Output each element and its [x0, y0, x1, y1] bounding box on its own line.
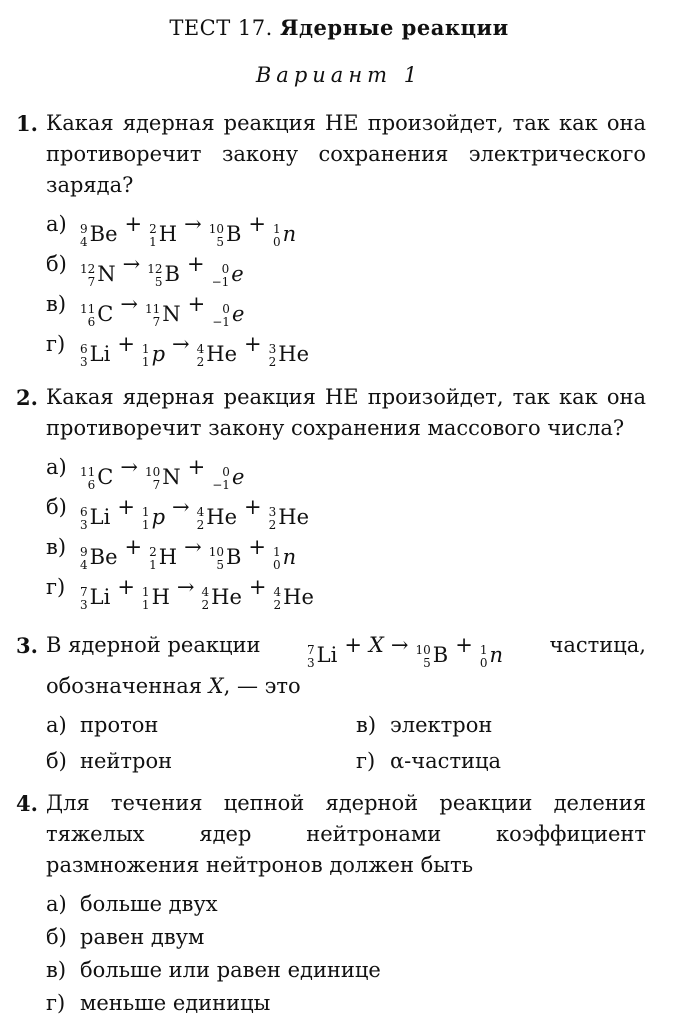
nuclide [149, 542, 177, 573]
element-symbol: He [278, 504, 310, 529]
nuclide-indices [269, 343, 277, 369]
option-formula [80, 249, 244, 290]
mass-number: 2 [149, 222, 157, 236]
answer-options [46, 452, 646, 612]
option-letter: г) [46, 991, 66, 1015]
nuclide-indices [149, 223, 157, 249]
answer-option [46, 922, 646, 955]
nuclide [80, 219, 118, 250]
option-letter: а) [46, 455, 67, 479]
mass-number: 1 [141, 585, 150, 599]
element-symbol: e [231, 464, 245, 489]
nuclide-indices [269, 506, 277, 532]
answer-options [46, 889, 646, 1021]
page-title [0, 12, 678, 44]
nuclide-indices [273, 546, 281, 572]
option-letter: в) [46, 958, 67, 982]
nuclide [273, 542, 296, 573]
element-symbol: n [282, 221, 297, 246]
mass-number: 4 [273, 585, 282, 599]
mass-number: 9 [80, 222, 88, 236]
nuclide [80, 502, 110, 533]
mass-number: 1 [141, 342, 150, 356]
mass-number: 10 [208, 545, 224, 559]
particle-x: X [208, 673, 224, 698]
element-symbol: N [162, 464, 181, 489]
charge-number: 7 [152, 315, 161, 329]
reaction-operator: + [344, 633, 362, 657]
option-formula [80, 452, 244, 493]
nuclide [80, 582, 110, 613]
answer-option [46, 746, 356, 778]
option-text: протон [80, 712, 159, 737]
option-text: меньше единицы [80, 991, 271, 1015]
element-symbol: H [158, 544, 178, 569]
option-text: больше или равен единице [80, 958, 381, 982]
nuclide [273, 219, 296, 250]
reaction-operator: → [184, 212, 202, 236]
nuclide [149, 219, 177, 250]
option-letter: г) [356, 748, 376, 773]
reaction-operator: + [124, 212, 143, 236]
charge-number: 7 [87, 275, 96, 289]
option-letter: б) [46, 252, 67, 276]
question-text-part: обозначенная [46, 673, 209, 698]
charge-number: −1 [212, 315, 230, 329]
reaction-operator: → [172, 495, 190, 519]
nuclide [80, 462, 113, 493]
nuclide-indices [80, 586, 88, 612]
nuclide [212, 462, 244, 493]
charge-number: 5 [216, 558, 224, 572]
nuclide [209, 542, 242, 573]
answer-option [46, 329, 646, 369]
variant-label: Вариант 1 [255, 63, 423, 87]
nuclide-indices [209, 546, 224, 572]
element-symbol: Li [89, 504, 111, 529]
nuclide [145, 299, 181, 330]
reaction-operator: + [248, 575, 267, 599]
answer-options [46, 209, 646, 369]
mass-number: 12 [80, 262, 96, 276]
element-symbol: He [206, 504, 238, 529]
nuclide-indices [307, 644, 315, 670]
mass-number: 3 [268, 342, 277, 356]
question-text: Для течения цепной ядерной реакции деления тяжелых ядер нейтронами коэффициент размножения нейтронов должен быть [46, 791, 646, 877]
element-symbol: n [489, 642, 503, 667]
reaction-operator: + [187, 292, 206, 316]
nuclide-indices [480, 644, 488, 670]
answer-option [46, 289, 646, 329]
answer-option [46, 249, 646, 289]
charge-number: 1 [149, 235, 157, 249]
question-text: Какая ядерная реакция НЕ произойдет, так как она противоречит закону сохранения электрического заряда? [46, 111, 646, 197]
reaction-operator: → [122, 252, 141, 276]
charge-number: 5 [423, 656, 431, 670]
title-name: Ядерные реакции [280, 15, 509, 40]
nuclide-indices [142, 506, 150, 532]
charge-number: 7 [152, 478, 161, 492]
reaction-operator: + [187, 455, 206, 479]
element-symbol: p [151, 341, 166, 366]
element-symbol: He [211, 584, 242, 609]
question-text-part: , — это [223, 673, 301, 698]
answer-option [46, 955, 646, 988]
option-letter: г) [46, 332, 66, 356]
mass-number: 0 [222, 465, 230, 479]
reaction-operator: + [186, 252, 205, 276]
element-symbol: N [97, 261, 116, 286]
element-symbol: Be [89, 544, 118, 569]
mass-number: 6 [80, 505, 88, 519]
element-symbol: e [231, 261, 244, 286]
mass-number: 4 [196, 342, 205, 356]
element-symbol: Be [89, 221, 118, 246]
answer-option [46, 532, 646, 572]
nuclide [145, 462, 181, 493]
nuclide [307, 640, 337, 671]
nuclide-indices [415, 644, 430, 670]
charge-number: 0 [479, 656, 488, 670]
element-symbol: B [225, 544, 242, 569]
reaction-operator: + [124, 535, 143, 559]
nuclide [197, 339, 237, 370]
option-letter: а) [46, 892, 67, 916]
nuclide-indices [197, 343, 205, 369]
nuclide-indices [80, 223, 88, 249]
option-letter: г) [46, 575, 66, 599]
reaction-operator: + [248, 212, 267, 236]
mass-number: 2 [149, 545, 157, 559]
nuclide [147, 259, 180, 290]
nuclide [415, 640, 448, 671]
question-text: Какая ядерная реакция НЕ произойдет, так как она противоречит закону сохранения массового числа? [46, 385, 646, 440]
option-letter: а) [46, 712, 67, 737]
option-text: равен двум [80, 925, 205, 949]
nuclide-indices [197, 506, 205, 532]
element-symbol: p [151, 504, 166, 529]
answer-option [46, 209, 646, 249]
charge-number: 2 [268, 355, 277, 369]
mass-number: 1 [141, 505, 150, 519]
nuclide [202, 582, 242, 613]
option-letter: б) [46, 925, 67, 949]
nuclide [80, 259, 116, 290]
element-symbol: C [97, 301, 114, 326]
nuclide-indices [145, 303, 160, 329]
option-letter: б) [46, 748, 67, 773]
reaction-operator: + [244, 495, 262, 519]
mass-number: 0 [221, 262, 230, 276]
nuclide-indices [202, 586, 210, 612]
nuclide-indices [212, 466, 230, 492]
nuclide [274, 582, 314, 613]
reaction-operator: → [390, 633, 409, 657]
mass-number: 10 [208, 222, 224, 236]
question-2 [16, 382, 646, 612]
reaction-operator: → [120, 455, 138, 479]
mass-number: 1 [479, 643, 488, 657]
reaction-operator: → [172, 332, 190, 356]
charge-number: 3 [80, 518, 88, 532]
element-symbol: He [206, 341, 238, 366]
nuclide-indices [80, 263, 95, 289]
option-text: больше двух [80, 892, 218, 916]
charge-number: 5 [216, 235, 224, 249]
charge-number: 5 [154, 275, 163, 289]
charge-number: 0 [273, 235, 281, 249]
nuclide [369, 630, 384, 661]
charge-number: 1 [141, 598, 150, 612]
mass-number: 9 [80, 545, 88, 559]
charge-number: 2 [196, 518, 205, 532]
element-symbol: C [97, 464, 114, 489]
element-symbol: B [432, 642, 449, 667]
question-number: 4. [16, 791, 38, 816]
element-symbol: Li [89, 584, 111, 609]
reaction-operator: → [176, 575, 195, 599]
option-formula [80, 572, 314, 613]
mass-number: 0 [222, 302, 230, 316]
charge-number: −1 [212, 478, 230, 492]
option-letter: б) [46, 495, 67, 519]
option-letter: в) [46, 292, 67, 316]
charge-number: 2 [196, 355, 205, 369]
element-symbol: X [368, 633, 384, 657]
element-symbol: e [231, 301, 245, 326]
charge-number: 1 [141, 355, 150, 369]
reaction-operator: + [455, 633, 473, 657]
charge-number: 6 [87, 315, 96, 329]
mass-number: 12 [147, 262, 163, 276]
mass-number: 7 [80, 585, 88, 599]
answer-option [46, 988, 646, 1021]
charge-number: 2 [201, 598, 210, 612]
element-symbol: B [225, 221, 242, 246]
element-symbol: He [278, 341, 310, 366]
charge-number: 6 [87, 478, 96, 492]
element-symbol: H [151, 584, 170, 609]
nuclide [142, 582, 170, 613]
option-text: α-частица [390, 748, 502, 773]
mass-number: 1 [273, 545, 281, 559]
mass-number: 4 [201, 585, 210, 599]
option-formula [80, 289, 244, 330]
charge-number: 1 [141, 518, 150, 532]
nuclide-indices [142, 343, 150, 369]
charge-number: 2 [268, 518, 277, 532]
answer-option [46, 572, 646, 612]
answer-option [46, 889, 646, 922]
question-number: 3. [16, 633, 38, 658]
mass-number: 6 [80, 342, 88, 356]
element-symbol: H [158, 221, 178, 246]
question-text-line-1 [46, 630, 646, 671]
option-formula [80, 532, 296, 573]
nuclide [269, 339, 309, 370]
nuclide [142, 502, 165, 533]
nuclide-indices [149, 546, 157, 572]
mass-number: 10 [415, 643, 431, 657]
nuclide-indices [273, 223, 281, 249]
charge-number: 3 [80, 598, 88, 612]
nuclide-indices [147, 263, 162, 289]
reaction-operator: + [117, 575, 135, 599]
mass-number: 4 [196, 505, 205, 519]
question-text-before: В ядерной реакции [46, 633, 261, 657]
title-prefix: ТЕСТ 17. [169, 16, 273, 40]
reaction-formula [307, 630, 503, 671]
option-letter: в) [46, 535, 67, 559]
nuclide-indices [212, 263, 230, 289]
reaction-operator: → [120, 292, 138, 316]
answer-option [46, 492, 646, 532]
mass-number: 11 [80, 465, 96, 479]
nuclide [212, 259, 244, 290]
option-formula [80, 209, 296, 250]
nuclide-indices [80, 506, 88, 532]
nuclide [80, 339, 110, 370]
charge-number: 4 [80, 235, 88, 249]
reaction-operator: + [117, 495, 135, 519]
nuclide-indices [80, 546, 88, 572]
mass-number: 11 [80, 302, 96, 316]
question-1 [16, 108, 646, 369]
nuclide [480, 640, 503, 671]
charge-number: −1 [211, 275, 230, 289]
charge-number: 0 [273, 558, 281, 572]
nuclide-indices [80, 343, 88, 369]
nuclide [80, 299, 113, 330]
nuclide-indices [209, 223, 224, 249]
charge-number: 3 [80, 355, 88, 369]
question-number: 2. [16, 385, 38, 410]
nuclide [269, 502, 309, 533]
charge-number: 2 [273, 598, 282, 612]
reaction-operator: → [184, 535, 202, 559]
nuclide-indices [274, 586, 282, 612]
option-letter: в) [356, 712, 377, 737]
element-symbol: He [283, 584, 314, 609]
option-formula [80, 329, 309, 370]
nuclide-indices [212, 303, 230, 329]
question-4 [16, 788, 646, 1021]
nuclide [197, 502, 237, 533]
element-symbol: n [282, 544, 297, 569]
question-3 [16, 630, 646, 778]
nuclide [80, 542, 118, 573]
reaction-operator: + [248, 535, 267, 559]
answer-options [46, 710, 646, 778]
question-number: 1. [16, 111, 38, 136]
nuclide [212, 299, 244, 330]
nuclide [209, 219, 242, 250]
mass-number: 7 [307, 643, 315, 657]
element-symbol: N [162, 301, 181, 326]
element-symbol: Li [89, 341, 111, 366]
charge-number: 4 [80, 558, 88, 572]
question-text-after: частица, [549, 633, 646, 657]
mass-number: 1 [273, 222, 281, 236]
mass-number: 10 [144, 465, 161, 479]
option-text: нейтрон [80, 748, 173, 773]
reaction-operator: + [244, 332, 262, 356]
option-letter: а) [46, 212, 67, 236]
option-formula [80, 492, 309, 533]
mass-number: 11 [144, 302, 161, 316]
nuclide-indices [80, 466, 95, 492]
nuclide-indices [80, 303, 95, 329]
nuclide-indices [145, 466, 160, 492]
reaction-operator: + [117, 332, 135, 356]
nuclide [142, 339, 165, 370]
answer-option [356, 710, 656, 742]
answer-option [356, 746, 656, 778]
answer-option [46, 452, 646, 492]
answer-option [46, 710, 356, 742]
mass-number: 3 [268, 505, 277, 519]
nuclide-indices [142, 586, 150, 612]
charge-number: 3 [307, 656, 315, 670]
element-symbol: B [164, 261, 180, 286]
charge-number: 1 [149, 558, 157, 572]
question-text-line-2 [46, 671, 646, 702]
element-symbol: Li [316, 642, 338, 667]
option-text: электрон [390, 712, 493, 737]
